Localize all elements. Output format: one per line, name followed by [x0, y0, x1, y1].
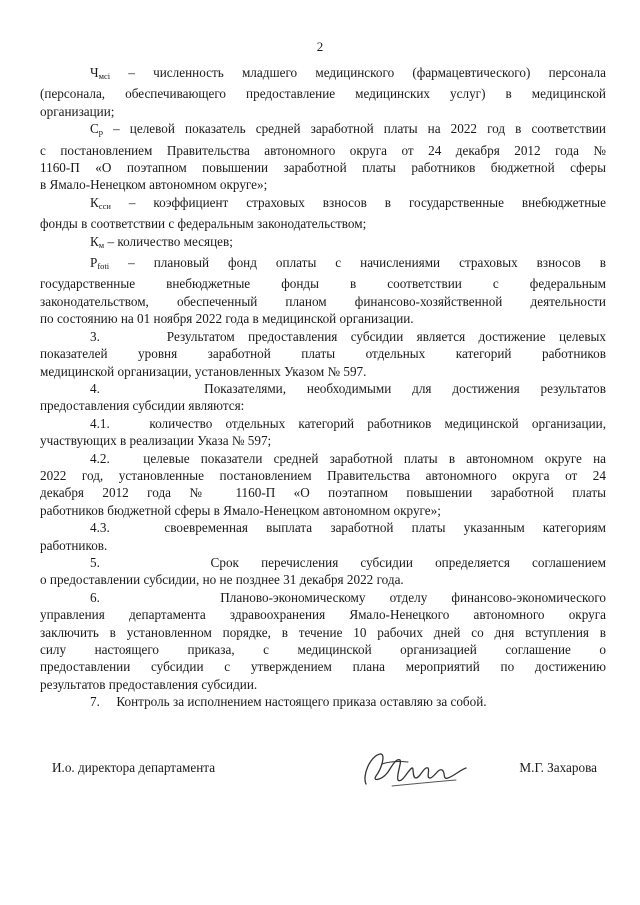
line: предоставления субсидии являются: [40, 398, 245, 414]
line: 4. Показателями, необходимыми для достижения результатов [90, 380, 606, 396]
document-body [40, 64, 606, 711]
line: о предоставлении субсидии, но не позднее 31 декабря 2022 года. [40, 572, 404, 588]
line: государственные внебюджетные фонды в соответствии с федеральным [40, 276, 606, 292]
line: 6. Планово-экономическому отделу финансово-экономического [90, 589, 606, 605]
line: работников. [40, 537, 108, 553]
paragraph-km-definition [90, 233, 606, 254]
line: – плановый фонд оплаты с начислениями страховых взносов в [109, 255, 606, 271]
line: работников бюджетной сферы в Ямало-Ненецком автономном округе»; [40, 502, 441, 518]
line: 2022 год, установленные постановлением Правительства автономного округа от 24 [40, 467, 606, 483]
paragraph-item-4-3 [40, 519, 606, 554]
line: 3. Результатом предоставления субсидии является достижение целевых [90, 328, 606, 344]
term-km: $К_м$ [90, 233, 105, 250]
line: управления департамента здравоохранения Ямало-Ненецкого автономного округа [40, 607, 606, 623]
paragraph-kssn-definition [40, 194, 606, 233]
line: участвующих в реализации Указа № 597; [40, 433, 272, 449]
line: 4.3. своевременная выплата заработной платы указанным категориям [90, 520, 606, 536]
term-rfot: $Р_{foti}$ [90, 255, 110, 272]
line: силу настоящего приказа, с медицинской организацией соглашение о [40, 642, 606, 657]
term-ch: $Ч_{мсi}$ [90, 65, 111, 81]
line: 4.2. целевые показатели средней заработной платы в автономном округе на [90, 450, 606, 466]
line: организации; [40, 103, 115, 119]
signatory-name: М.Г. Захарова [519, 760, 597, 775]
line: с постановлением Правительства автономного округа от 24 декабря 2012 года № [40, 142, 606, 158]
line: 4.1. количество отдельных категорий работников медицинской организации, [90, 415, 606, 431]
line: – коэффициент страховых взносов в государственные внебюджетные [110, 194, 606, 210]
term-kssn: $К_{сси}$ [90, 194, 111, 211]
line: фонды в соответствии с федеральным законодательством; [40, 216, 367, 232]
line: 5. Срок перечисления субсидии определяется соглашением [90, 554, 606, 570]
line: законодательством, обеспеченный планом финансово-хозяйственной деятельности [40, 293, 606, 309]
line: показателей уровня заработной платы отдельных категорий работников [40, 346, 606, 362]
signature-block [52, 752, 597, 792]
paragraph-item-3 [40, 328, 606, 380]
term-sr: $С_р$ [90, 121, 104, 138]
line: – численность младшего медицинского (фармацевтического) персонала [110, 65, 606, 80]
line: (персонала, обеспечивающего предоставление медицинских услуг) в медицинской [40, 86, 606, 102]
paragraph-rfot-definition [40, 254, 606, 328]
page-number: 2 [316, 39, 324, 54]
line: – целевой показатель средней заработной платы на 2022 год в соответствии [103, 121, 606, 137]
paragraph-item-6 [40, 589, 606, 693]
line: результатов предоставления субсидии. [40, 676, 258, 692]
line: предоставлении субсидии с утверждением плана мероприятий по достижению [40, 659, 606, 675]
line: медицинской организации, установленных Указом № 597. [40, 363, 367, 379]
line: 7. Контроль за исполнением настоящего приказа оставляю за собой. [90, 694, 487, 710]
paragraph-item-7 [90, 693, 606, 710]
signatory-title: И.о. директора департамента [52, 760, 216, 775]
paragraph-ch-definition [40, 64, 606, 120]
line: в Ямало-Ненецком автономном округе»; [40, 177, 268, 193]
line: 1160-П «О поэтапном повышении заработной платы работников бюджетной сферы [40, 160, 606, 176]
line: заключить в установленном порядке, в течение 10 рабочих дней со дня вступления в [40, 624, 606, 640]
paragraph-item-4-2 [40, 450, 606, 520]
paragraph-sr-definition [40, 120, 606, 194]
handwritten-signature [352, 746, 472, 794]
paragraph-item-5 [40, 554, 606, 589]
paragraph-item-4-1 [40, 415, 606, 450]
paragraph-item-4 [40, 380, 606, 415]
line: – количество месяцев; [104, 233, 233, 249]
line: декабря 2012 года № 1160-П «О поэтапном повышении заработной платы [40, 485, 606, 501]
line: по состоянию на 01 ноября 2022 года в медицинской организации. [40, 311, 414, 327]
